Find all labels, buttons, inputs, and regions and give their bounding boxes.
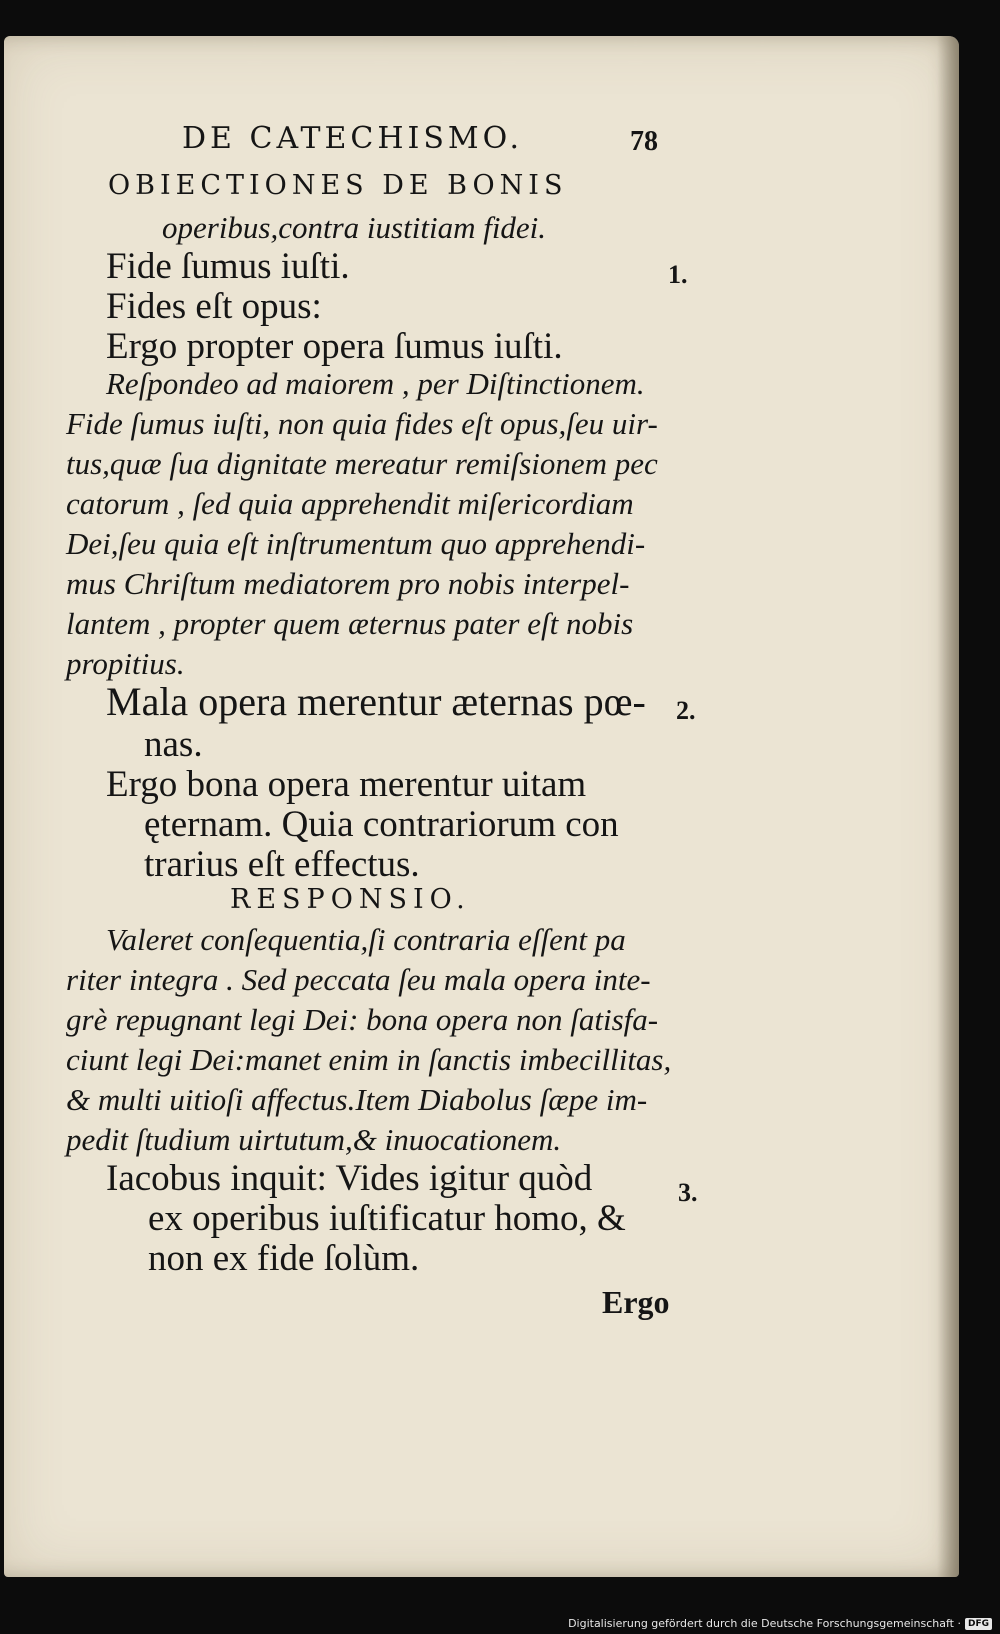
argument2-number: 2. [676, 696, 696, 725]
argument2-line: trarius eſt effectus. [144, 844, 420, 885]
argument3-line: ex operibus iuſtificatur homo, & [148, 1198, 626, 1239]
running-title: DE CATECHISMO. [182, 121, 523, 156]
response1-line: Dei,ſeu quia eſt inſtrumentum quo apprehendi- [66, 526, 646, 561]
response2-line: pedit ſtudium uirtutum,& inuocationem. [66, 1122, 562, 1157]
section-subheading: operibus,contra iustitiam fidei. [162, 210, 547, 245]
argument1-number: 1. [668, 260, 688, 289]
argument2-line: nas. [144, 724, 203, 765]
response1-line: propitius. [66, 646, 185, 681]
response2-line: & multi uitioſi affectus.Item Diabolus ſæpe im- [66, 1082, 648, 1117]
response1-line: tus,quæ ſua dignitate mereatur remiſsionem pec [66, 446, 658, 481]
section-heading-responsio: RESPONSIO. [230, 884, 471, 915]
response2-line: Valeret conſequentia,ſi contraria eſſent pa [106, 922, 626, 957]
book-page [4, 36, 959, 1577]
page-number: 78 [630, 126, 658, 157]
argument1-line: Ergo propter opera ſumus iuſti. [106, 326, 563, 367]
section-heading-objections: OBIECTIONES DE BONIS [108, 170, 568, 201]
response1-line: Fide ſumus iuſti, non quia fides eſt opus,ſeu uir- [66, 406, 658, 441]
argument3-line: Iacobus inquit: Vides igitur quòd [106, 1158, 593, 1199]
response2-line: ciunt legi Dei:manet enim in ſanctis imbecillitas, [66, 1042, 672, 1077]
page-gutter-shadow [937, 36, 959, 1577]
response1-line: mus Chriſtum mediatorem pro nobis interpel- [66, 566, 630, 601]
response1-line: lantem , propter quem æternus pater eſt nobis [66, 606, 634, 641]
catchword: Ergo [602, 1284, 670, 1320]
argument1-line: Fides eſt opus: [106, 286, 322, 327]
response1-line: catorum , ſed quia apprehendit miſericordiam [66, 486, 634, 521]
argument2-line: ęternam. Quia contrariorum con [144, 804, 619, 845]
response1-line: Reſpondeo ad maiorem , per Diſtinctionem. [106, 366, 645, 401]
digitization-credit [568, 1617, 992, 1630]
response2-line: riter integra . Sed peccata ſeu mala opera inte- [66, 962, 651, 997]
argument3-line: non ex fide ſolùm. [148, 1238, 420, 1279]
argument1-line: Fide ſumus iuſti. [106, 246, 350, 287]
dfg-logo-icon: DFG [965, 1618, 992, 1630]
response2-line: grè repugnant legi Dei: bona opera non ſatisfa- [66, 1002, 659, 1037]
argument3-number: 3. [678, 1178, 698, 1207]
argument2-line: Ergo bona opera merentur uitam [106, 764, 587, 805]
argument2-line: Mala opera merentur æternas pœ- [106, 679, 646, 724]
credit-text: Digitalisierung gefördert durch die Deutsche Forschungsgemeinschaft · [568, 1617, 961, 1630]
